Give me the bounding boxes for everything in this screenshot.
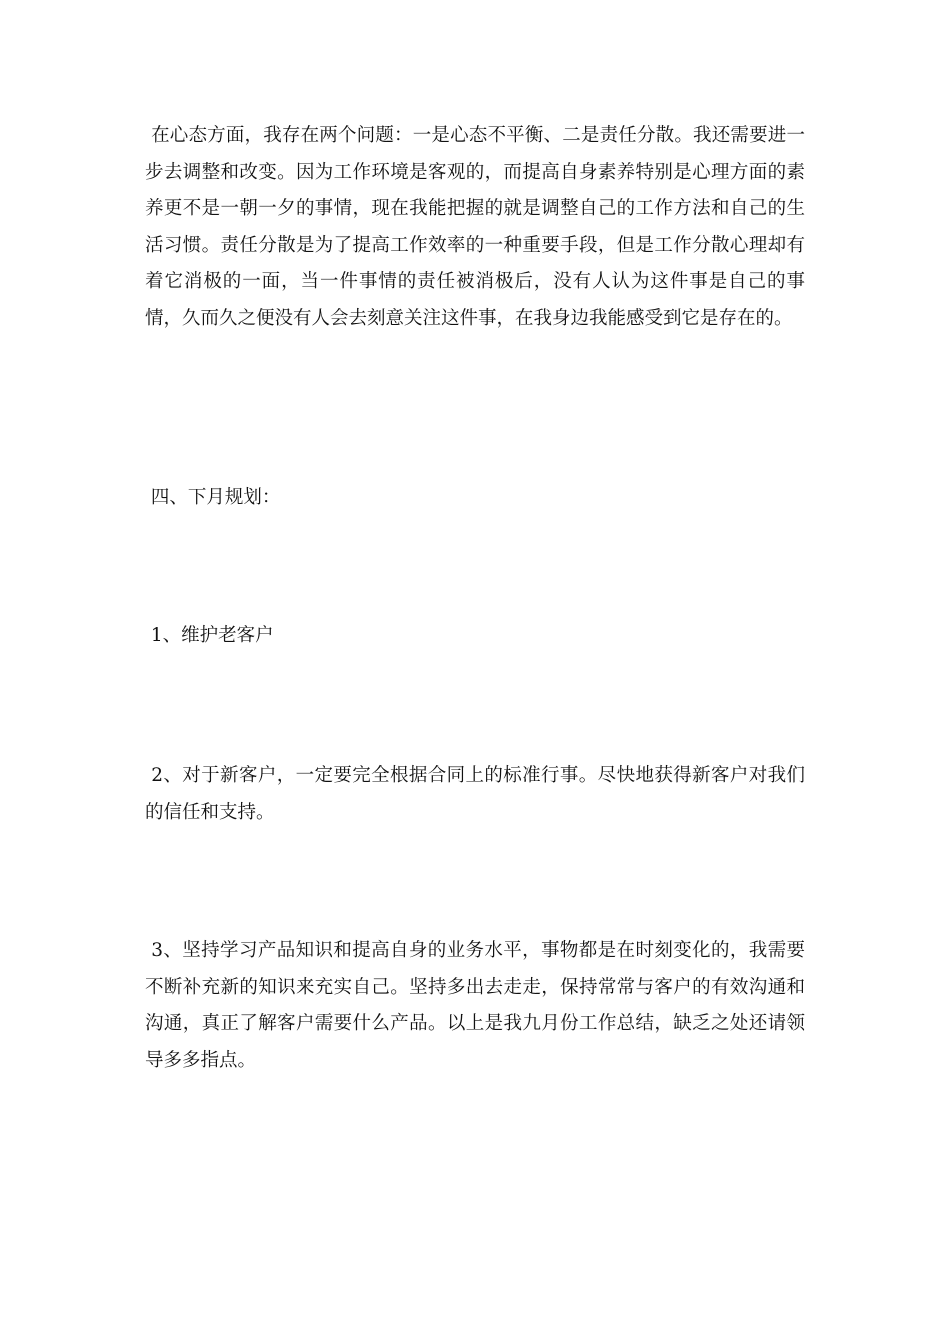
plan-item-2: 2、对于新客户，一定要完全根据合同上的标准行事。尽快地获得新客户对我们的信任和支持。	[145, 765, 805, 823]
plan-item-1: 1、维护老客户	[145, 625, 274, 646]
section-heading-next-month-plan: 四、下月规划：	[145, 487, 281, 508]
paragraph-mindset: 在心态方面，我存在两个问题：一是心态不平衡、二是责任分散。我还需要进一步去调整和改变。因为工作环境是客观的，而提高自身素养特别是心理方面的素养更不是一朝一夕的事情，现在我能把握的就是调整自己的工作方法和自己的生活习惯。责任分散是为了提高工作效率的一种重要手段，但是工作分散心理却有着它消极的一面，当一件事情的责任被消极后，没有人认为这件事是自己的事情，久而久之便没有人会去刻意关注这件事，在我身边我能感受到它是存在的。	[145, 125, 805, 329]
plan-item-3: 3、坚持学习产品知识和提高自身的业务水平，事物都是在时刻变化的，我需要不断补充新的知识来充实自己。坚持多出去走走，保持常常与客户的有效沟通和沟通，真正了解客户需要什么产品。以上是我九月份工作总结，缺乏之处还请领导多多指点。	[145, 940, 805, 1071]
